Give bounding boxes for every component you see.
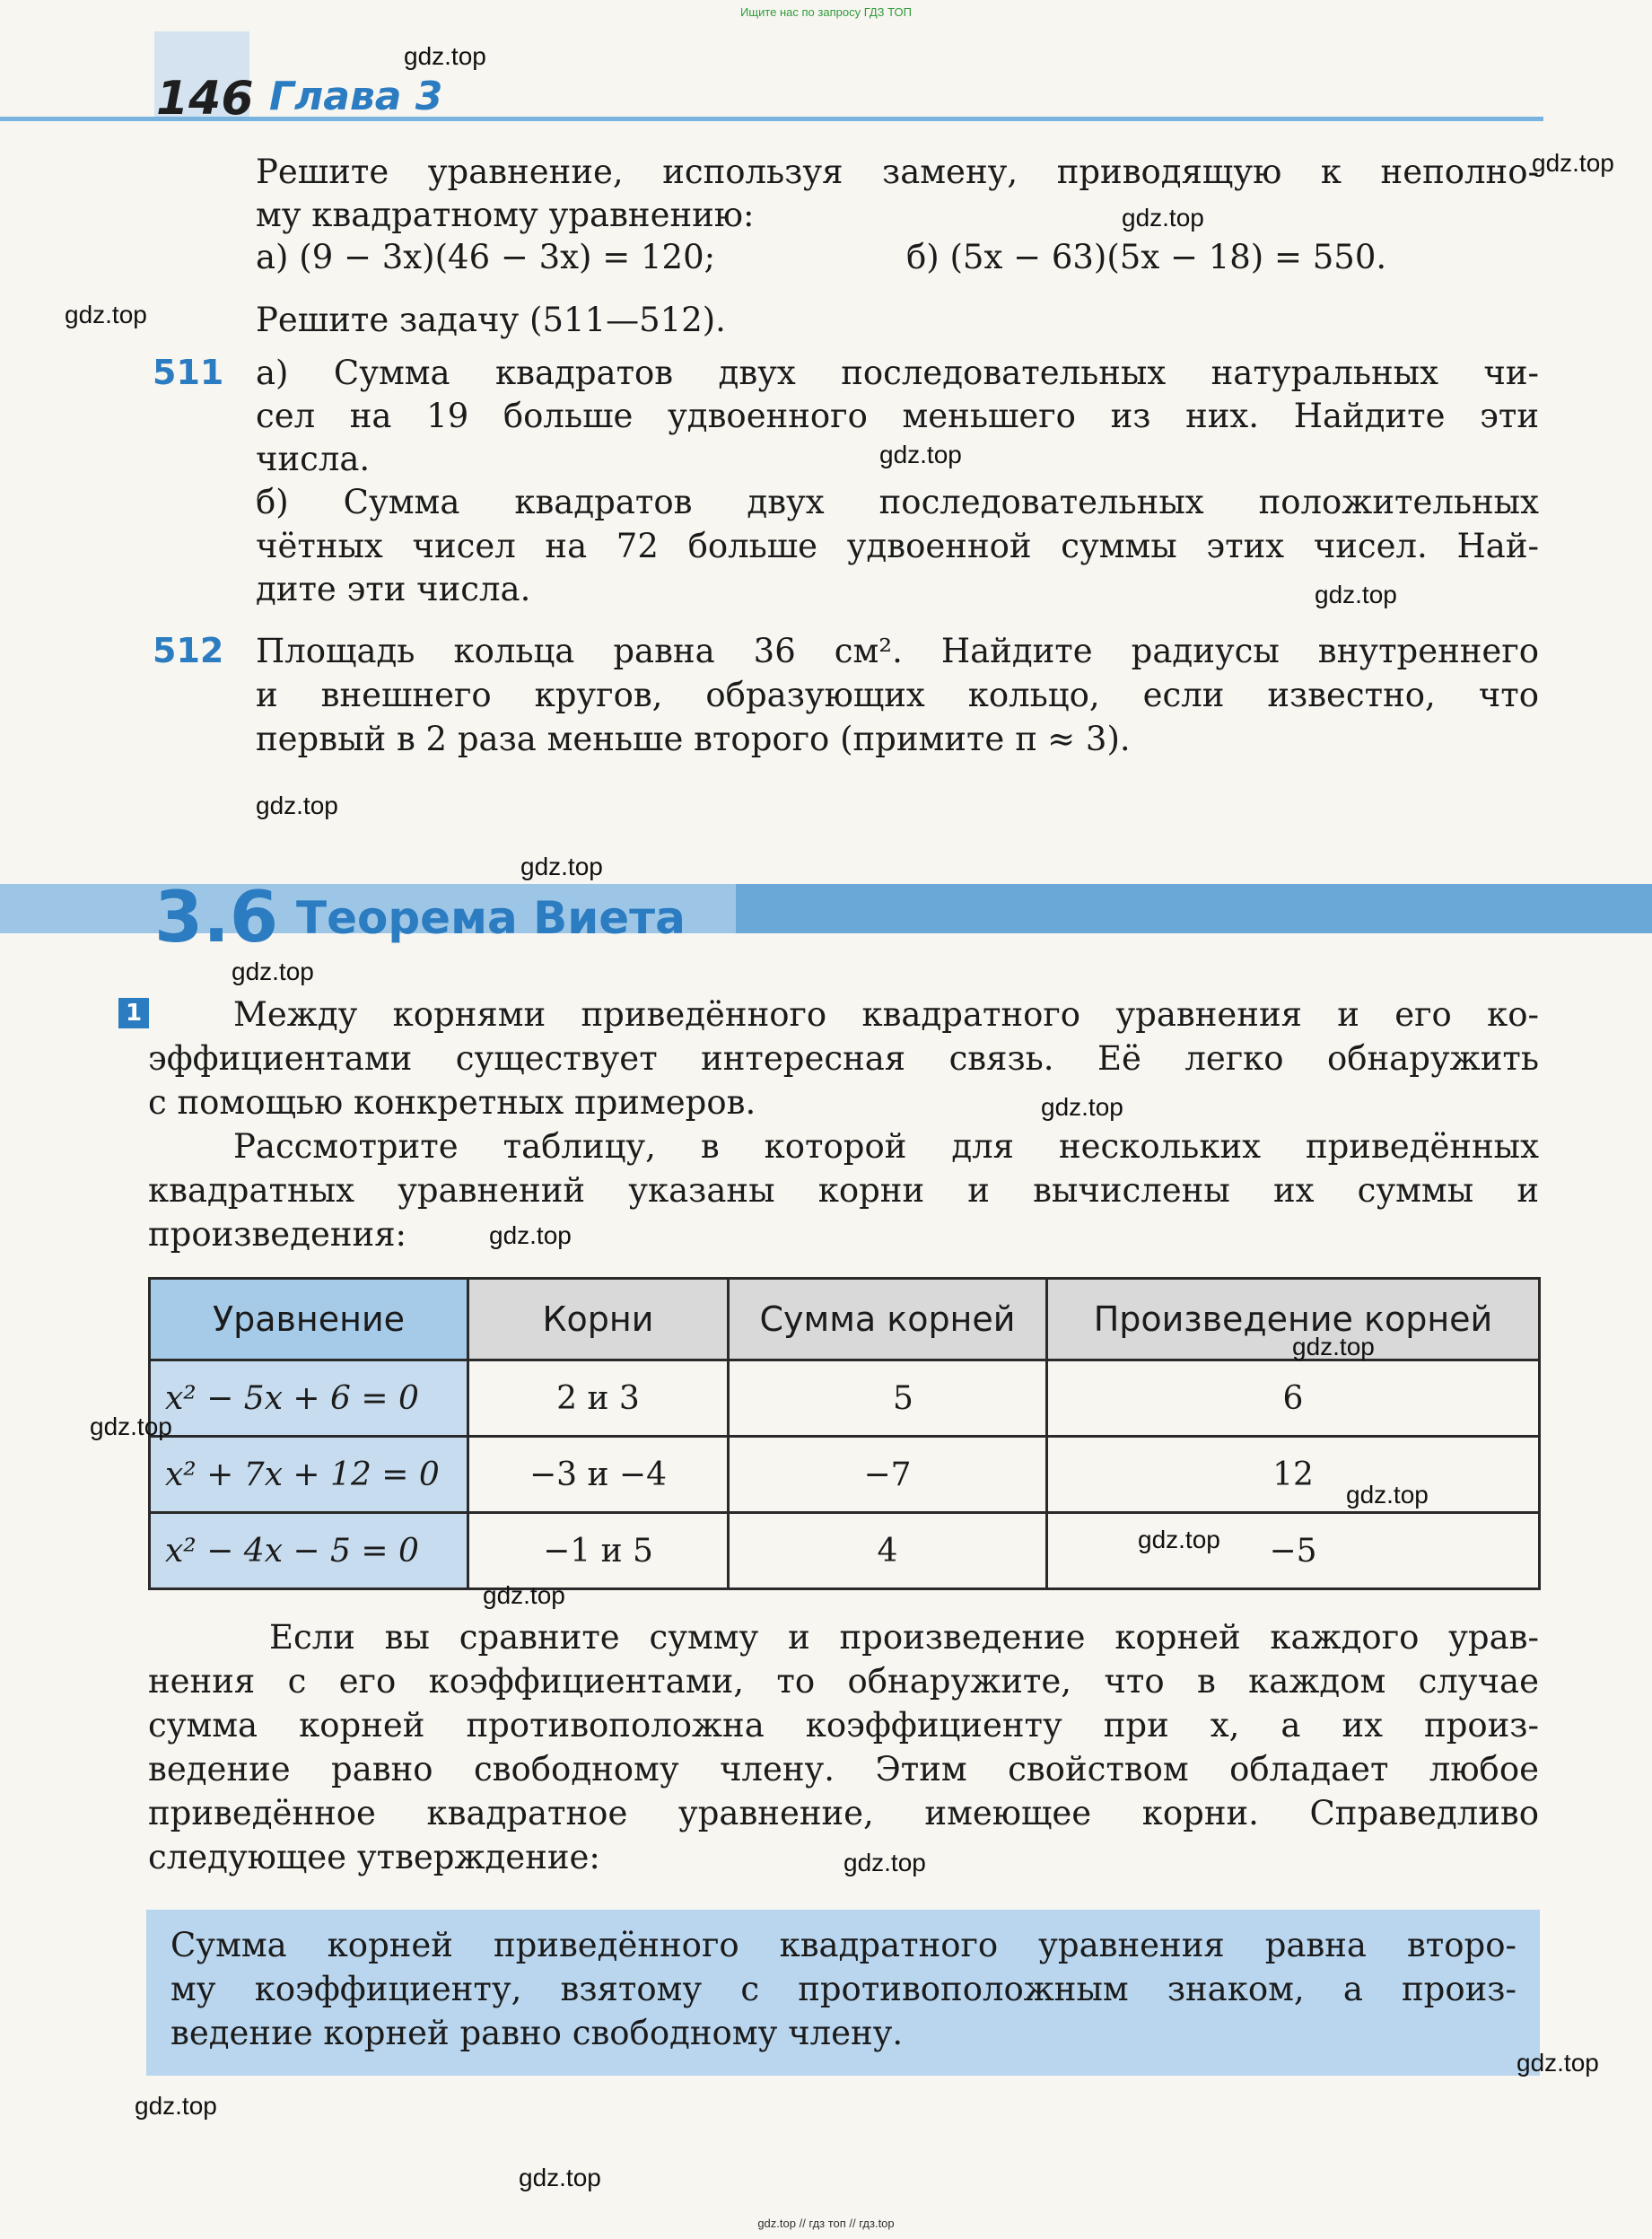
intro-task-line-2: му квадратному уравнению: bbox=[256, 196, 755, 234]
para3-line-4: ведение равно свободному члену. Этим свойством обладает любое bbox=[148, 1750, 1539, 1789]
sum-cell: 5 bbox=[729, 1360, 1047, 1437]
rule-line-2: му коэффициенту, взятому с противоположным знаком, а произ- bbox=[170, 1970, 1517, 2008]
section-number: 3.6 bbox=[154, 878, 279, 958]
watermark: gdz.top bbox=[483, 1581, 565, 1609]
watermark: gdz.top bbox=[520, 853, 603, 880]
para1-line-1: Между корнями приведённого квадратного уравнения и его ко- bbox=[233, 995, 1539, 1034]
equation-cell: x² + 7x + 12 = 0 bbox=[150, 1437, 468, 1513]
watermark: gdz.top bbox=[879, 441, 962, 468]
table-row bbox=[150, 1437, 1540, 1513]
task-512-line-1: Площадь кольца равна 36 см². Найдите радиусы внутреннего bbox=[256, 632, 1539, 670]
watermark: gdz.top bbox=[1138, 1526, 1220, 1553]
section-title: Теорема Виета bbox=[296, 892, 686, 944]
para3-line-2: нения с его коэффициентами, то обнаружите, что в каждом случае bbox=[148, 1662, 1539, 1701]
watermark: gdz.top bbox=[256, 792, 338, 819]
para1-line-3: с помощью конкретных примеров. bbox=[148, 1083, 756, 1122]
chapter-title: Глава 3 bbox=[269, 74, 443, 119]
task-512-line-3: первый в 2 раза меньше второго (примите π ≈ 3). bbox=[256, 720, 1131, 758]
roots-cell: −3 и −4 bbox=[468, 1437, 729, 1513]
task-511-number: 511 bbox=[153, 353, 224, 392]
roots-cell: 2 и 3 bbox=[468, 1360, 729, 1437]
watermark: gdz.top bbox=[1292, 1333, 1375, 1360]
task-512-line-2: и внешнего кругов, образующих кольцо, если известно, что bbox=[256, 676, 1539, 714]
watermark: gdz.top bbox=[232, 958, 314, 985]
para3-line-6: следующее утверждение: bbox=[148, 1838, 600, 1876]
watermark: gdz.top bbox=[1041, 1093, 1123, 1121]
roots-table bbox=[148, 1277, 1541, 1590]
para3-line-5: приведённое квадратное уравнение, имеющее корни. Справедливо bbox=[148, 1794, 1539, 1832]
watermark: gdz.top bbox=[90, 1412, 172, 1440]
table-row bbox=[150, 1360, 1540, 1437]
equation-cell: x² − 5x + 6 = 0 bbox=[150, 1360, 468, 1437]
top-note: Ищите нас по запросу ГДЗ ТОП bbox=[740, 5, 912, 19]
rule-line-1: Сумма корней приведённого квадратного уравнения равна второ- bbox=[170, 1926, 1517, 1964]
watermark: gdz.top bbox=[1122, 204, 1204, 232]
equation-cell: x² − 4x − 5 = 0 bbox=[150, 1513, 468, 1589]
task-512-number: 512 bbox=[153, 631, 224, 670]
watermark: gdz.top bbox=[1517, 2049, 1599, 2077]
para2-line-2: квадратных уравнений указаны корни и вычислены их суммы и bbox=[148, 1171, 1539, 1210]
table-row bbox=[150, 1513, 1540, 1589]
rule-line-3: ведение корней равно свободному члену. bbox=[170, 2014, 904, 2052]
bottom-note: gdz.top // гдз топ // гдз.top bbox=[757, 2217, 895, 2230]
table-header-cell: Уравнение bbox=[150, 1279, 468, 1360]
task-511-line-4: б) Сумма квадратов двух последовательных положительных bbox=[256, 483, 1539, 521]
para3-line-1: Если вы сравните сумму и произведение корней каждого урав- bbox=[269, 1618, 1539, 1657]
sum-cell: 4 bbox=[729, 1513, 1047, 1589]
watermark: gdz.top bbox=[1315, 581, 1397, 608]
table-header-cell: Корни bbox=[468, 1279, 729, 1360]
product-cell: 6 bbox=[1047, 1360, 1540, 1437]
page-number: 146 bbox=[156, 72, 254, 126]
product-cell: −5 bbox=[1047, 1513, 1540, 1589]
watermark: gdz.top bbox=[65, 301, 147, 328]
para1-line-2: эффициентами существует интересная связь. Её легко обнаружить bbox=[148, 1039, 1539, 1078]
watermark: gdz.top bbox=[489, 1221, 572, 1249]
task-511-line-5: чётных чисел на 72 больше удвоенной суммы этих чисел. Най- bbox=[256, 527, 1539, 565]
watermark: gdz.top bbox=[135, 2092, 217, 2120]
paragraph-marker: 1 bbox=[118, 998, 149, 1028]
task-511-line-3: числа. bbox=[256, 440, 371, 478]
watermark: gdz.top bbox=[1346, 1481, 1429, 1509]
para3-line-3: сумма корней противоположна коэффициенту при x, а их произ- bbox=[148, 1706, 1539, 1745]
product-cell: 12 bbox=[1047, 1437, 1540, 1513]
watermark: gdz.top bbox=[843, 1849, 926, 1876]
watermark: gdz.top bbox=[404, 42, 486, 70]
roots-cell: −1 и 5 bbox=[468, 1513, 729, 1589]
para2-line-1: Рассмотрите таблицу, в которой для нескольких приведённых bbox=[233, 1127, 1539, 1166]
table-header-cell: Произведение корней bbox=[1047, 1279, 1540, 1360]
intro-task-item-b: б) (5x − 63)(5x − 18) = 550. bbox=[906, 238, 1387, 276]
intro-task-line-1: Решите уравнение, используя замену, приводящую к неполно- bbox=[256, 153, 1539, 191]
watermark: gdz.top bbox=[519, 2164, 601, 2191]
section-band-accent bbox=[736, 884, 1652, 933]
sum-cell: −7 bbox=[729, 1437, 1047, 1513]
task-511-line-1: а) Сумма квадратов двух последовательных натуральных чи- bbox=[256, 354, 1539, 392]
task-511-line-6: дите эти числа. bbox=[256, 570, 531, 608]
watermark: gdz.top bbox=[1532, 149, 1614, 177]
intro-task-item-a: а) (9 − 3x)(46 − 3x) = 120; bbox=[256, 238, 716, 276]
para2-line-3: произведения: bbox=[148, 1215, 406, 1254]
tasks-heading: Решите задачу (511—512). bbox=[256, 301, 726, 339]
task-511-line-2: сел на 19 больше удвоенного меньшего из них. Найдите эти bbox=[256, 397, 1539, 435]
table-header-cell: Сумма корней bbox=[729, 1279, 1047, 1360]
